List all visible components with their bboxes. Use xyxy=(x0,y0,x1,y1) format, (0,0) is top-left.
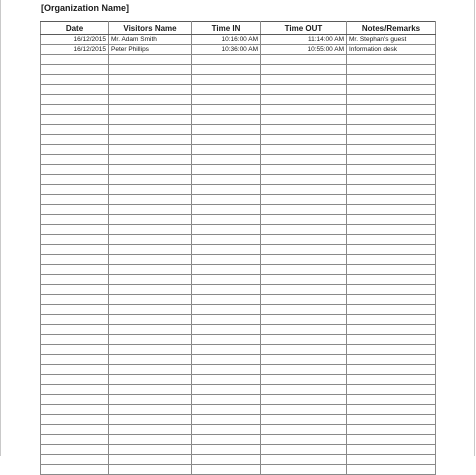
table-row-empty xyxy=(41,265,436,275)
cell-time-in-empty xyxy=(192,375,261,385)
cell-date-empty xyxy=(41,345,109,355)
cell-time-out-empty xyxy=(261,345,347,355)
cell-date-empty xyxy=(41,455,109,465)
cell-date-empty xyxy=(41,365,109,375)
cell-visitor-name-empty xyxy=(109,245,192,255)
cell-date-empty xyxy=(41,65,109,75)
cell-notes-empty xyxy=(347,65,436,75)
cell-visitor-name-empty xyxy=(109,275,192,285)
cell-date-empty xyxy=(41,375,109,385)
cell-visitor-name-empty xyxy=(109,305,192,315)
column-header-time-in: Time IN xyxy=(192,22,261,35)
cell-notes-empty xyxy=(347,325,436,335)
cell-date-empty xyxy=(41,415,109,425)
cell-time-out-empty xyxy=(261,115,347,125)
column-header-time-out: Time OUT xyxy=(261,22,347,35)
cell-visitor-name-empty xyxy=(109,65,192,75)
cell-visitor-name-empty xyxy=(109,115,192,125)
cell-notes-empty xyxy=(347,205,436,215)
table-row-empty xyxy=(41,155,436,165)
table-row-empty xyxy=(41,405,436,415)
cell-date-empty xyxy=(41,225,109,235)
cell-visitor-name-empty xyxy=(109,55,192,65)
cell-notes-empty xyxy=(347,225,436,235)
cell-date-empty xyxy=(41,445,109,455)
cell-date-empty xyxy=(41,305,109,315)
cell-time-in-empty xyxy=(192,385,261,395)
cell-time-in-empty xyxy=(192,265,261,275)
cell-date-empty xyxy=(41,135,109,145)
cell-time-out-empty xyxy=(261,85,347,95)
cell-date-empty xyxy=(41,85,109,95)
cell-time-out-empty xyxy=(261,65,347,75)
page-right-border xyxy=(474,0,475,456)
cell-notes-empty xyxy=(347,95,436,105)
cell-time-in-empty xyxy=(192,445,261,455)
cell-time-out-empty xyxy=(261,295,347,305)
cell-date-empty xyxy=(41,385,109,395)
cell-date-empty xyxy=(41,115,109,125)
cell-date-empty xyxy=(41,195,109,205)
cell-time-in-empty xyxy=(192,315,261,325)
cell-visitor-name-empty xyxy=(109,185,192,195)
cell-notes-empty xyxy=(347,275,436,285)
cell-time-out-empty xyxy=(261,205,347,215)
cell-notes-empty xyxy=(347,345,436,355)
cell-time-in-empty xyxy=(192,345,261,355)
table-row-empty xyxy=(41,215,436,225)
cell-time-in-empty xyxy=(192,455,261,465)
table-row-empty xyxy=(41,135,436,145)
cell-time-in-empty xyxy=(192,145,261,155)
cell-time-out-empty xyxy=(261,135,347,145)
cell-time-out-empty xyxy=(261,155,347,165)
cell-notes-empty xyxy=(347,235,436,245)
cell-time-in-empty xyxy=(192,305,261,315)
cell-time-out-empty xyxy=(261,325,347,335)
cell-visitor-name-empty xyxy=(109,355,192,365)
table-body xyxy=(41,35,436,475)
cell-notes-empty xyxy=(347,375,436,385)
cell-date-empty xyxy=(41,335,109,345)
cell-time-out-empty xyxy=(261,165,347,175)
cell-time-out-empty xyxy=(261,245,347,255)
cell-time-out-empty xyxy=(261,55,347,65)
table-row-empty xyxy=(41,205,436,215)
cell-time-in-empty xyxy=(192,415,261,425)
table-row-empty xyxy=(41,105,436,115)
cell-date: 16/12/2015 xyxy=(41,35,109,45)
cell-notes-empty xyxy=(347,355,436,365)
cell-time-in-empty xyxy=(192,55,261,65)
table-row-empty xyxy=(41,175,436,185)
table-row-empty xyxy=(41,435,436,445)
cell-notes-empty xyxy=(347,435,436,445)
cell-date-empty xyxy=(41,235,109,245)
table-row-empty xyxy=(41,145,436,155)
cell-visitor-name-empty xyxy=(109,335,192,345)
cell-visitor-name-empty xyxy=(109,435,192,445)
cell-notes-empty xyxy=(347,105,436,115)
table-row-empty xyxy=(41,455,436,465)
cell-date-empty xyxy=(41,175,109,185)
cell-time-out-empty xyxy=(261,285,347,295)
cell-time-in-empty xyxy=(192,285,261,295)
table-row-empty xyxy=(41,285,436,295)
table-row-empty xyxy=(41,445,436,455)
cell-time-in-empty xyxy=(192,255,261,265)
cell-visitor-name-empty xyxy=(109,85,192,95)
cell-time-in-empty xyxy=(192,75,261,85)
table-row-empty xyxy=(41,85,436,95)
cell-visitor-name-empty xyxy=(109,325,192,335)
cell-time-out-empty xyxy=(261,385,347,395)
table-row-empty xyxy=(41,375,436,385)
cell-time-in-empty xyxy=(192,195,261,205)
cell-time-out-empty xyxy=(261,305,347,315)
cell-visitor-name-empty xyxy=(109,255,192,265)
cell-visitor-name-empty xyxy=(109,125,192,135)
cell-time-out-empty xyxy=(261,465,347,475)
table-row-empty xyxy=(41,95,436,105)
cell-time-out-empty xyxy=(261,355,347,365)
cell-time-out-empty xyxy=(261,105,347,115)
cell-notes-empty xyxy=(347,155,436,165)
cell-notes-empty xyxy=(347,195,436,205)
cell-notes-empty xyxy=(347,465,436,475)
cell-date-empty xyxy=(41,125,109,135)
cell-visitor-name-empty xyxy=(109,225,192,235)
cell-visitor-name-empty xyxy=(109,415,192,425)
cell-notes-empty xyxy=(347,425,436,435)
cell-notes-empty xyxy=(347,175,436,185)
cell-time-in-empty xyxy=(192,185,261,195)
cell-notes-empty xyxy=(347,455,436,465)
cell-time-in-empty xyxy=(192,85,261,95)
cell-date-empty xyxy=(41,315,109,325)
cell-notes-empty xyxy=(347,285,436,295)
cell-notes-empty xyxy=(347,365,436,375)
table-row-empty xyxy=(41,235,436,245)
cell-notes-empty xyxy=(347,125,436,135)
table-row-empty xyxy=(41,275,436,285)
cell-notes-empty xyxy=(347,145,436,155)
cell-notes-empty xyxy=(347,85,436,95)
cell-time-out-empty xyxy=(261,275,347,285)
cell-date: 16/12/2015 xyxy=(41,45,109,55)
cell-visitor-name-empty xyxy=(109,175,192,185)
cell-visitor-name-empty xyxy=(109,265,192,275)
cell-date-empty xyxy=(41,465,109,475)
cell-date-empty xyxy=(41,325,109,335)
cell-visitor-name-empty xyxy=(109,465,192,475)
cell-time-out-empty xyxy=(261,395,347,405)
table-row-empty xyxy=(41,255,436,265)
cell-time-out-empty xyxy=(261,445,347,455)
cell-time-out: 10:55:00 AM xyxy=(261,45,347,55)
cell-notes-empty xyxy=(347,445,436,455)
cell-time-in-empty xyxy=(192,245,261,255)
cell-time-in-empty xyxy=(192,465,261,475)
table-row-empty xyxy=(41,75,436,85)
cell-notes-empty xyxy=(347,335,436,345)
table-row-empty xyxy=(41,365,436,375)
cell-time-in-empty xyxy=(192,125,261,135)
cell-visitor-name-empty xyxy=(109,165,192,175)
cell-notes-empty xyxy=(347,115,436,125)
cell-visitor-name-empty xyxy=(109,295,192,305)
cell-notes-empty xyxy=(347,215,436,225)
cell-notes-empty xyxy=(347,75,436,85)
table-row-empty xyxy=(41,225,436,235)
cell-time-out-empty xyxy=(261,125,347,135)
cell-time-out-empty xyxy=(261,435,347,445)
cell-time-out: 11:14:00 AM xyxy=(261,35,347,45)
cell-notes-empty xyxy=(347,385,436,395)
table-row xyxy=(41,45,436,55)
cell-visitor-name-empty xyxy=(109,445,192,455)
column-header-visitors-name: Visitors Name xyxy=(109,22,192,35)
cell-time-out-empty xyxy=(261,415,347,425)
cell-date-empty xyxy=(41,395,109,405)
cell-date-empty xyxy=(41,165,109,175)
table-row-empty xyxy=(41,295,436,305)
table-row-empty xyxy=(41,465,436,475)
cell-date-empty xyxy=(41,155,109,165)
table-row-empty xyxy=(41,115,436,125)
cell-visitor-name-empty xyxy=(109,75,192,85)
table-row-empty xyxy=(41,315,436,325)
cell-visitor-name-empty xyxy=(109,365,192,375)
cell-time-in-empty xyxy=(192,115,261,125)
cell-time-out-empty xyxy=(261,365,347,375)
cell-date-empty xyxy=(41,95,109,105)
cell-visitor-name-empty xyxy=(109,145,192,155)
cell-date-empty xyxy=(41,145,109,155)
column-header-notes-remarks: Notes/Remarks xyxy=(347,22,436,35)
page-left-border xyxy=(0,0,1,456)
table-row-empty xyxy=(41,195,436,205)
table-row-empty xyxy=(41,125,436,135)
cell-time-in-empty xyxy=(192,165,261,175)
cell-visitor-name-empty xyxy=(109,205,192,215)
cell-time-in-empty xyxy=(192,425,261,435)
cell-date-empty xyxy=(41,405,109,415)
cell-date-empty xyxy=(41,215,109,225)
cell-time-in-empty xyxy=(192,135,261,145)
table-row-empty xyxy=(41,305,436,315)
cell-visitor-name-empty xyxy=(109,195,192,205)
table-row-empty xyxy=(41,385,436,395)
cell-time-out-empty xyxy=(261,225,347,235)
cell-visitor-name-empty xyxy=(109,105,192,115)
table-row-empty xyxy=(41,325,436,335)
column-header-date: Date xyxy=(41,22,109,35)
cell-date-empty xyxy=(41,205,109,215)
cell-time-in-empty xyxy=(192,295,261,305)
cell-notes-empty xyxy=(347,295,436,305)
cell-notes-empty xyxy=(347,305,436,315)
cell-time-in-empty xyxy=(192,235,261,245)
cell-visitor-name-empty xyxy=(109,345,192,355)
cell-time-out-empty xyxy=(261,405,347,415)
table-row-empty xyxy=(41,65,436,75)
cell-time-out-empty xyxy=(261,335,347,345)
cell-visitor-name-empty xyxy=(109,215,192,225)
cell-time-in-empty xyxy=(192,325,261,335)
cell-visitor-name-empty xyxy=(109,95,192,105)
cell-visitor-name: Peter Phillips xyxy=(109,45,192,55)
cell-date-empty xyxy=(41,245,109,255)
cell-notes-empty xyxy=(347,245,436,255)
cell-date-empty xyxy=(41,285,109,295)
cell-time-in-empty xyxy=(192,65,261,75)
header-row xyxy=(41,22,436,35)
cell-time-in-empty xyxy=(192,395,261,405)
cell-notes-empty xyxy=(347,55,436,65)
table-row-empty xyxy=(41,165,436,175)
cell-notes-empty xyxy=(347,165,436,175)
cell-notes-empty xyxy=(347,405,436,415)
cell-notes-empty xyxy=(347,315,436,325)
cell-time-out-empty xyxy=(261,95,347,105)
cell-visitor-name-empty xyxy=(109,235,192,245)
cell-time-in-empty xyxy=(192,405,261,415)
cell-notes-empty xyxy=(347,265,436,275)
table-row-empty xyxy=(41,245,436,255)
table-row xyxy=(41,35,436,45)
cell-date-empty xyxy=(41,255,109,265)
cell-notes-empty xyxy=(347,255,436,265)
cell-date-empty xyxy=(41,265,109,275)
table-row-empty xyxy=(41,425,436,435)
cell-visitor-name-empty xyxy=(109,455,192,465)
cell-date-empty xyxy=(41,185,109,195)
cell-date-empty xyxy=(41,355,109,365)
cell-time-out-empty xyxy=(261,455,347,465)
visitor-log-table xyxy=(40,21,436,475)
cell-time-out-empty xyxy=(261,315,347,325)
cell-time-in-empty xyxy=(192,205,261,215)
cell-visitor-name-empty xyxy=(109,155,192,165)
cell-time-out-empty xyxy=(261,215,347,225)
cell-notes-empty xyxy=(347,135,436,145)
cell-visitor-name-empty xyxy=(109,285,192,295)
table-row-empty xyxy=(41,345,436,355)
cell-time-out-empty xyxy=(261,425,347,435)
cell-date-empty xyxy=(41,275,109,285)
cell-time-in-empty xyxy=(192,95,261,105)
cell-time-out-empty xyxy=(261,195,347,205)
cell-time-in: 10:36:00 AM xyxy=(192,45,261,55)
table-row-empty xyxy=(41,55,436,65)
cell-visitor-name-empty xyxy=(109,395,192,405)
cell-time-out-empty xyxy=(261,185,347,195)
cell-time-in-empty xyxy=(192,435,261,445)
cell-date-empty xyxy=(41,75,109,85)
cell-visitor-name-empty xyxy=(109,385,192,395)
cell-notes-empty xyxy=(347,185,436,195)
cell-visitor-name: Mr. Adam Smith xyxy=(109,35,192,45)
cell-date-empty xyxy=(41,435,109,445)
cell-visitor-name-empty xyxy=(109,405,192,415)
table-row-empty xyxy=(41,185,436,195)
cell-time-out-empty xyxy=(261,255,347,265)
cell-time-in-empty xyxy=(192,215,261,225)
cell-date-empty xyxy=(41,55,109,65)
cell-visitor-name-empty xyxy=(109,425,192,435)
cell-date-empty xyxy=(41,295,109,305)
cell-time-out-empty xyxy=(261,375,347,385)
table-row-empty xyxy=(41,395,436,405)
cell-time-out-empty xyxy=(261,235,347,245)
cell-notes-empty xyxy=(347,415,436,425)
cell-visitor-name-empty xyxy=(109,315,192,325)
cell-time-out-empty xyxy=(261,265,347,275)
cell-date-empty xyxy=(41,105,109,115)
cell-time-in-empty xyxy=(192,155,261,165)
table-row-empty xyxy=(41,415,436,425)
cell-notes: Mr. Stephan's guest xyxy=(347,35,436,45)
organization-name: [Organization Name] xyxy=(41,3,130,13)
cell-notes-empty xyxy=(347,395,436,405)
table-row-empty xyxy=(41,335,436,345)
cell-visitor-name-empty xyxy=(109,375,192,385)
cell-time-in-empty xyxy=(192,175,261,185)
cell-time-in-empty xyxy=(192,335,261,345)
cell-notes: Information desk xyxy=(347,45,436,55)
cell-time-out-empty xyxy=(261,175,347,185)
cell-time-in-empty xyxy=(192,225,261,235)
cell-time-in: 10:16:00 AM xyxy=(192,35,261,45)
cell-time-out-empty xyxy=(261,75,347,85)
cell-visitor-name-empty xyxy=(109,135,192,145)
cell-time-out-empty xyxy=(261,145,347,155)
cell-date-empty xyxy=(41,425,109,435)
cell-time-in-empty xyxy=(192,275,261,285)
table-row-empty xyxy=(41,355,436,365)
cell-time-in-empty xyxy=(192,355,261,365)
cell-time-in-empty xyxy=(192,365,261,375)
cell-time-in-empty xyxy=(192,105,261,115)
